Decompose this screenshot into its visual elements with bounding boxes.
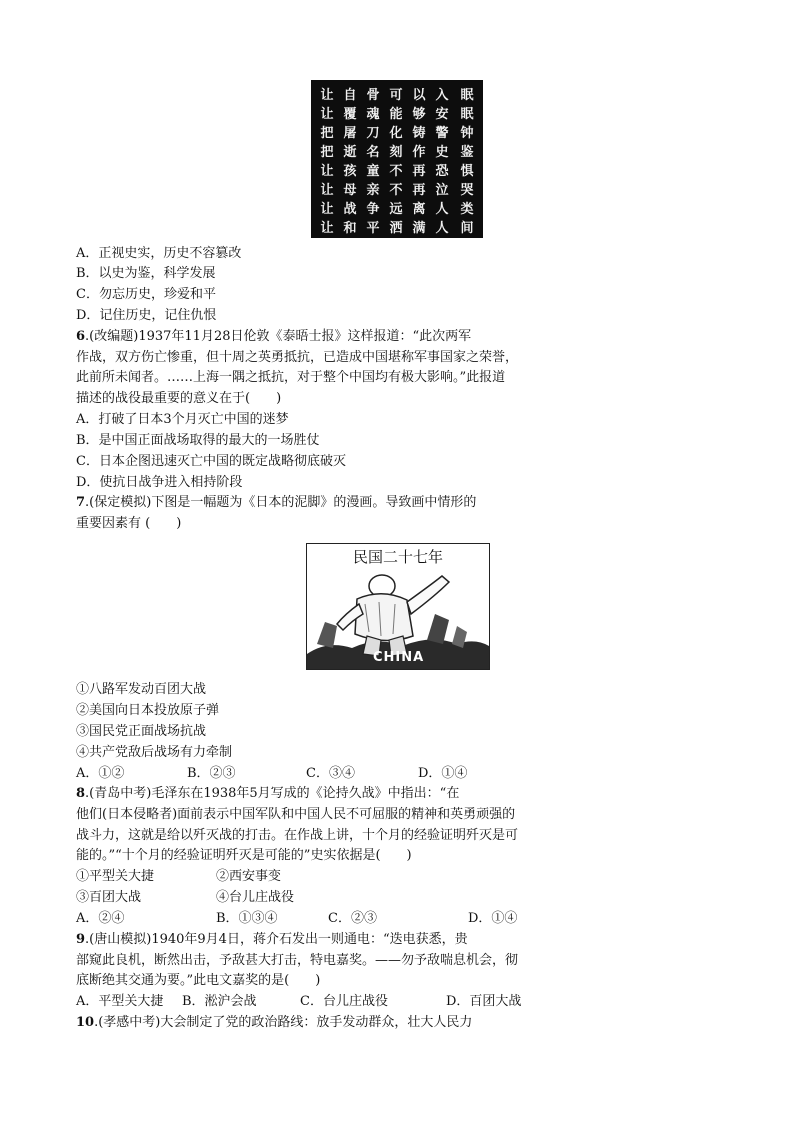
q9-stem-line: 9.(唐山模拟)1940年9月4日，蒋介石发出一则通电：“迭电获悉，贵 xyxy=(76,932,468,947)
inscription-character: 鉴 xyxy=(460,145,474,160)
inscription-character: 满 xyxy=(412,221,426,236)
inscription-character: 化 xyxy=(389,126,403,141)
q6-option-d: D．使抗日战争进入相持阶段 xyxy=(76,475,243,490)
inscription-character: 把 xyxy=(320,145,334,160)
q5-option-b: B．以史为鉴，科学发展 xyxy=(76,266,216,281)
inscription-character: 入 xyxy=(435,88,449,103)
inscription-character: 自 xyxy=(343,88,357,103)
inscription-character: 和 xyxy=(343,221,357,236)
inscription-character: 泣 xyxy=(435,183,449,198)
inscription-character: 眠 xyxy=(460,107,474,122)
inscription-character: 名 xyxy=(366,145,380,160)
inscription-character: 童 xyxy=(366,164,380,179)
q8-item: ④台儿庄战役 xyxy=(216,890,295,905)
q9-option-d: D．百团大战 xyxy=(446,994,522,1009)
q9-stem-line: 底断绝其交通为要。”此电文嘉奖的是( ) xyxy=(76,973,321,988)
inscription-character: 人 xyxy=(435,202,449,217)
q6-stem-line: 此前所未闻者。……上海一隅之抵抗，对于整个中国均有极大影响。”此报道 xyxy=(76,370,506,385)
q6-option-b: B．是中国正面战场取得的最大的一场胜仗 xyxy=(76,433,320,448)
memorial-inscription-image xyxy=(311,80,483,238)
inscription-column xyxy=(363,86,383,238)
inscription-character: 刻 xyxy=(389,145,403,160)
q7-option-a: A．①② xyxy=(76,766,125,781)
inscription-character: 哭 xyxy=(460,183,474,198)
inscription-character: 离 xyxy=(412,202,426,217)
q9-stem-line: 部窥此良机，断然出击，予敌甚大打击，特电嘉奖。——勿予敌喘息机会，彻 xyxy=(76,953,519,968)
inscription-character: 眠 xyxy=(460,88,474,103)
cartoon-ground-label: CHINA xyxy=(373,650,425,665)
q7-item: ③国民党正面战场抗战 xyxy=(76,724,207,739)
inscription-character: 惧 xyxy=(460,164,474,179)
inscription-column xyxy=(386,86,406,238)
q9-option-a: A．平型关大捷 xyxy=(76,994,164,1009)
inscription-character: 警 xyxy=(435,126,449,141)
question-number: 8 xyxy=(76,786,86,801)
q8-option-b: B．①③④ xyxy=(216,911,278,926)
inscription-character: 以 xyxy=(412,88,426,103)
q6-option-c: C．日本企图迅速灭亡中国的既定战略彻底破灭 xyxy=(76,454,346,469)
q8-item: ②西安事变 xyxy=(216,869,282,884)
question-number: 7 xyxy=(76,495,86,510)
inscription-character: 母 xyxy=(343,183,357,198)
cartoon-title: 民国二十七年 xyxy=(352,548,443,566)
q8-stem-line: 8.(青岛中考)毛泽东在1938年5月写成的《论持久战》中指出：“在 xyxy=(76,786,460,801)
inscription-character: 屠 xyxy=(343,126,357,141)
inscription-character: 让 xyxy=(320,88,334,103)
q7-option-c: C．③④ xyxy=(306,766,355,781)
inscription-character: 骨 xyxy=(366,88,380,103)
inscription-character: 让 xyxy=(320,107,334,122)
inscription-character: 可 xyxy=(389,88,403,103)
inscription-character: 恐 xyxy=(435,164,449,179)
inscription-character: 远 xyxy=(389,202,403,217)
q8-stem-line: 战斗力，这就是给以歼灭战的打击。在作战上讲，十个月的经验证明歼灭是可 xyxy=(76,828,519,843)
inscription-character: 再 xyxy=(412,164,426,179)
inscription-character: 洒 xyxy=(389,221,403,236)
inscription-character: 覆 xyxy=(343,107,357,122)
q9-option-c: C．台儿庄战役 xyxy=(300,994,388,1009)
q5-option-d: D．记住历史，记住仇恨 xyxy=(76,308,217,323)
inscription-character: 亲 xyxy=(366,183,380,198)
inscription-character: 把 xyxy=(320,126,334,141)
q8-option-a: A．②④ xyxy=(76,911,125,926)
inscription-character: 平 xyxy=(366,221,380,236)
inscription-column xyxy=(317,86,337,238)
inscription-character: 间 xyxy=(460,221,474,236)
q7-stem-line: 重要因素有 ( ) xyxy=(76,516,182,531)
inscription-character: 魂 xyxy=(366,107,380,122)
inscription-character: 战 xyxy=(343,202,357,217)
inscription-character: 作 xyxy=(412,145,426,160)
q8-stem-line: 他们(日本侵略者)面前表示中国军队和中国人民不可屈服的精神和英勇顽强的 xyxy=(76,807,516,822)
q8-stem-line: 能的。”“十个月的经验证明歼灭是可能的”史实依据是( ) xyxy=(76,848,412,863)
q7-option-b: B．②③ xyxy=(187,766,236,781)
inscription-character: 让 xyxy=(320,183,334,198)
inscription-character: 不 xyxy=(389,183,403,198)
q7-stem-line: 7.(保定模拟)下图是一幅题为《日本的泥脚》的漫画。导致画中情形的 xyxy=(76,495,477,510)
inscription-character: 再 xyxy=(412,183,426,198)
inscription-character: 让 xyxy=(320,164,334,179)
inscription-character: 刀 xyxy=(366,126,380,141)
inscription-character: 类 xyxy=(460,202,474,217)
inscription-character: 能 xyxy=(389,107,403,122)
japan-mud-feet-cartoon xyxy=(306,543,490,670)
inscription-character: 孩 xyxy=(343,164,357,179)
q7-option-d: D．①④ xyxy=(418,766,468,781)
inscription-character: 钟 xyxy=(460,126,474,141)
q7-item: ②美国向日本投放原子弹 xyxy=(76,703,220,718)
q6-option-a: A．打破了日本3个月灭亡中国的迷梦 xyxy=(76,412,289,427)
q6-stem-line: 作战，双方伤亡惨重，但十周之英勇抵抗，已造成中国堪称军事国家之荣誉， xyxy=(76,350,519,365)
inscription-character: 逝 xyxy=(343,145,357,160)
q8-option-d: D．①④ xyxy=(468,911,518,926)
inscription-column xyxy=(432,86,452,238)
inscription-column xyxy=(409,86,429,238)
q8-item: ①平型关大捷 xyxy=(76,869,155,884)
inscription-character: 让 xyxy=(320,221,334,236)
inscription-character: 人 xyxy=(435,221,449,236)
q5-option-a: A．正视史实，历史不容篡改 xyxy=(76,246,242,261)
q8-item: ③百团大战 xyxy=(76,890,142,905)
q10-stem-line: 10.(孝感中考)大会制定了党的政治路线：放手发动群众，壮大人民力 xyxy=(76,1015,473,1030)
q7-item: ①八路军发动百团大战 xyxy=(76,682,207,697)
inscription-character: 安 xyxy=(435,107,449,122)
q6-stem-line: 6.(改编题)1937年11月28日伦敦《泰晤士报》这样报道：“此次两军 xyxy=(76,329,472,344)
question-number: 6 xyxy=(76,329,86,344)
inscription-character: 争 xyxy=(366,202,380,217)
inscription-character: 够 xyxy=(412,107,426,122)
inscription-character: 让 xyxy=(320,202,334,217)
question-number: 9 xyxy=(76,932,86,947)
inscription-column xyxy=(457,86,477,238)
q6-stem-line: 描述的战役最重要的意义在于( ) xyxy=(76,391,282,406)
inscription-character: 不 xyxy=(389,164,403,179)
q8-option-c: C．②③ xyxy=(328,911,377,926)
q5-option-c: C．勿忘历史，珍爱和平 xyxy=(76,287,216,302)
q7-item: ④共产党敌后战场有力牵制 xyxy=(76,745,233,760)
inscription-character: 铸 xyxy=(412,126,426,141)
inscription-column xyxy=(340,86,360,238)
question-number: 10 xyxy=(76,1015,95,1030)
q9-option-b: B．淞沪会战 xyxy=(182,994,257,1009)
inscription-character: 史 xyxy=(435,145,449,160)
